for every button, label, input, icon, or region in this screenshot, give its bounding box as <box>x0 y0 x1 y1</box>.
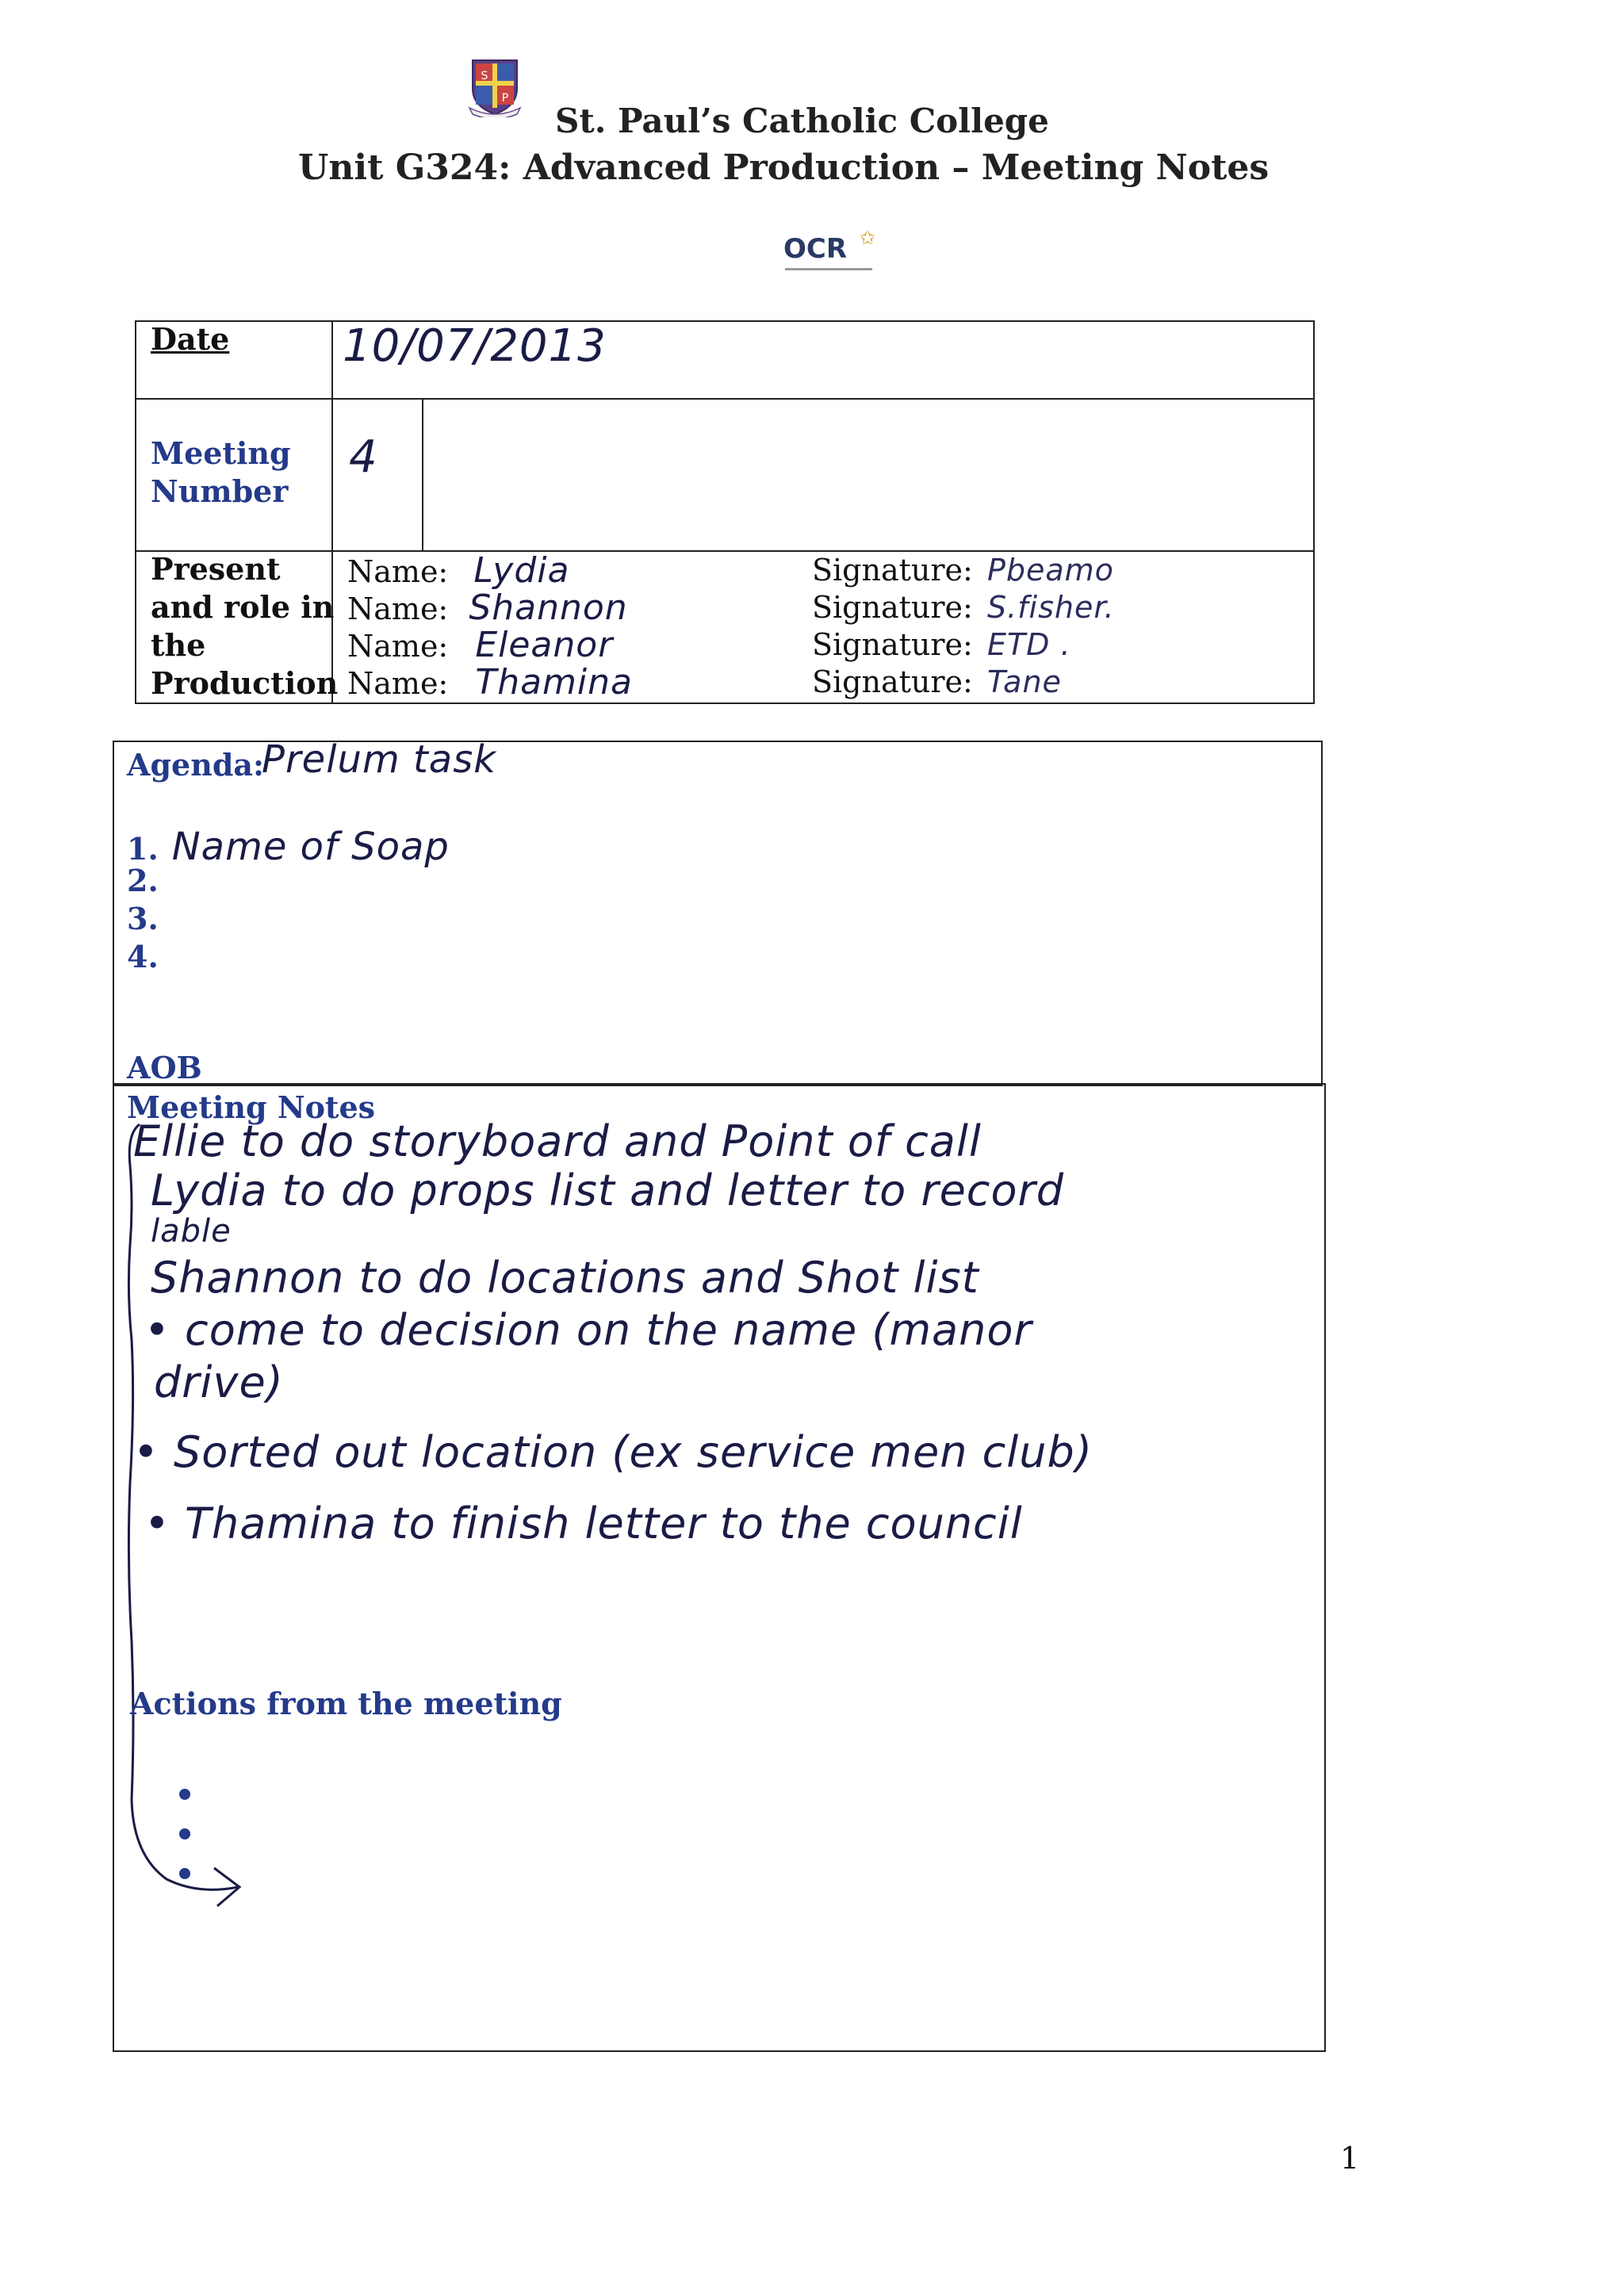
present-label-line: Production <box>151 665 339 701</box>
name-key: Name: <box>347 591 449 626</box>
date-label: Date <box>151 321 230 357</box>
attendee-signature: Pbeamo <box>986 553 1114 588</box>
meeting-note-line: • come to decision on the name (manor <box>144 1305 1032 1355</box>
attendee-signature-row <box>812 552 1114 589</box>
present-label-line: Present <box>151 551 281 587</box>
meeting-note-line: Shannon to do locations and Shot list <box>151 1253 979 1303</box>
action-bullet <box>179 1828 190 1839</box>
aob-label: AOB <box>127 1050 202 1085</box>
meeting-note-line: • Sorted out location (ex service men club) <box>133 1427 1093 1477</box>
agenda-item-number: 2. <box>127 863 159 898</box>
agenda-item-number: 4. <box>127 939 159 974</box>
attendee-signature: Tane <box>986 664 1062 699</box>
name-key: Name: <box>347 629 449 664</box>
star-icon: ✩ <box>860 227 876 249</box>
meeting-notes-label: Meeting Notes <box>127 1089 376 1125</box>
meeting-number-row <box>135 398 1315 552</box>
attendee-signature-row <box>812 626 1071 664</box>
meeting-note-line: drive) <box>154 1357 284 1407</box>
svg-text:P: P <box>501 92 509 105</box>
svg-text:S: S <box>481 70 488 82</box>
agenda-item-number: 3. <box>127 901 159 936</box>
ocr-logo-text: OCR <box>783 233 848 265</box>
signature-key: Signature: <box>812 627 973 662</box>
attendee-signature: ETD . <box>986 627 1071 662</box>
name-key: Name: <box>347 666 449 701</box>
date-row <box>135 320 1315 400</box>
meeting-number-label <box>151 434 291 511</box>
attendee-signature: S.fisher. <box>986 590 1115 625</box>
present-label-line: and role in <box>151 589 335 625</box>
action-bullet <box>179 1789 190 1800</box>
ocr-tagline-line <box>785 268 872 270</box>
school-crest-icon <box>468 57 522 117</box>
attendee-name: Thamina <box>475 662 633 702</box>
attendee-name-row <box>347 664 633 702</box>
meeting-note-line: • Thamina to finish letter to the council <box>144 1499 1023 1548</box>
attendee-name: Eleanor <box>475 625 614 665</box>
present-label-line: the <box>151 627 206 663</box>
actions-label: Actions from the meeting <box>130 1686 562 1721</box>
college-name: St. Paul’s Catholic College <box>555 101 1049 140</box>
meeting-note-line: Ellie to do storyboard and Point of call <box>133 1116 982 1166</box>
agenda-label: Agenda: <box>127 747 265 783</box>
ocr-logo <box>783 227 879 279</box>
attendee-name-row <box>347 626 613 665</box>
agenda-item-text: Name of Soap <box>171 825 450 869</box>
meeting-note-line: Lydia to do props list and letter to record <box>151 1166 1065 1215</box>
agenda-item <box>127 825 450 869</box>
attendee-signature-row <box>812 664 1062 701</box>
signature-key: Signature: <box>812 590 973 625</box>
meeting-label-line: Number <box>151 473 289 509</box>
attendee-name-row <box>347 589 628 628</box>
agenda-section <box>113 741 1323 1086</box>
agenda-value: Prelum task <box>262 737 497 782</box>
signature-key: Signature: <box>812 553 973 588</box>
signature-key: Signature: <box>812 664 973 699</box>
attendee-name: Lydia <box>473 550 570 591</box>
meeting-number-value: 4 <box>349 431 378 483</box>
meeting-note-line: lable <box>151 1213 232 1250</box>
attendee-name: Shannon <box>469 588 628 628</box>
page-number: 1 <box>1340 2141 1360 2176</box>
name-key: Name: <box>347 554 449 589</box>
meeting-notes-section <box>113 1083 1326 2052</box>
document-title: Unit G324: Advanced Production – Meeting Notes <box>298 147 1270 188</box>
attendee-name-row <box>347 552 569 591</box>
meeting-label-line: Meeting <box>151 435 291 471</box>
table-divider <box>422 398 423 550</box>
date-value: 10/07/2013 <box>343 320 607 372</box>
agenda-item-number: 1. <box>127 831 159 867</box>
present-label <box>151 550 338 702</box>
attendee-signature-row <box>812 589 1115 626</box>
action-bullet <box>179 1868 190 1879</box>
